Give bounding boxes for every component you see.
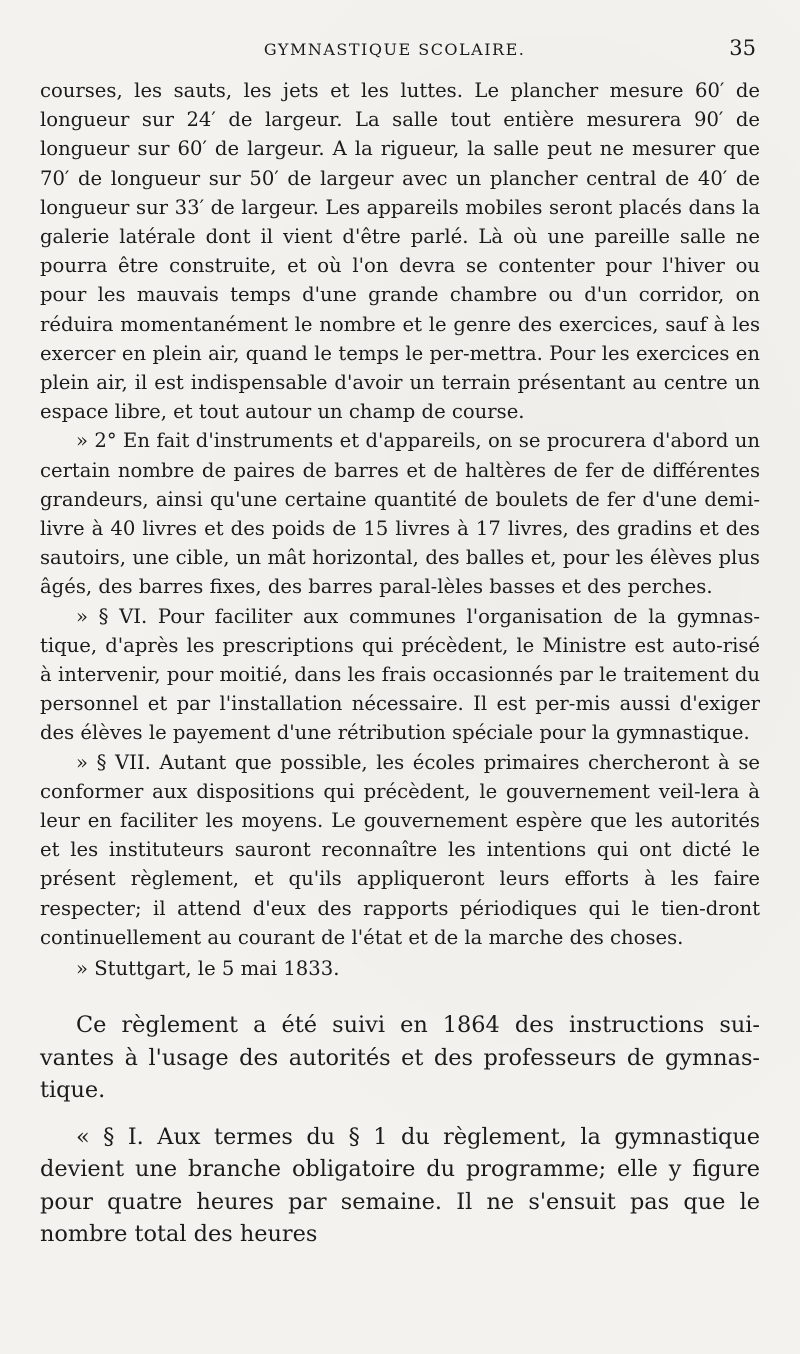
instructions-section-i: « § I. Aux termes du § 1 du règlement, la gymnastique devient une branche obligatoire du programme; elle y figure pour quatre heures par semaine. Il ne s'ensuit pas que le nombre total des heures (40, 1123, 760, 1248)
bleed-through-texture (120, 60, 770, 1294)
page-number: 35 (729, 36, 756, 60)
paragraph-section-vii: » § VII. Autant que possible, les écoles primaires chercheront à se conformer aux dispositions qui précèdent, le gouvernement veil-lera à leur en faciliter les moyens. Le gouvernement espère que les autorités et les instituteurs sauront reconnaître les intentions qui ont dicté le présent règlement, et qu'ils appliqueront leurs efforts à les faire respecter; il attend d'eux des rapports périodiques qui le tien-dront continuellement au courant de l'état et de la marche des choses. (40, 750, 760, 949)
dateline: » Stuttgart, le 5 mai 1833. (76, 957, 340, 981)
paragraph-continued: courses, les sauts, les jets et les luttes. Le plancher mesure 60′ de longueur sur 24′ de largeur. La salle tout entière mesurera 90′ de longueur sur 60′ de largeur. A la rigueur, la salle peut ne mesurer que 70′ de longueur sur 50′ de largeur avec un plancher central de 40′ de longueur sur 33′ de largeur. Les appareils mobiles seront placés dans la galerie latérale dont il vient d'être parlé. Là où une pareille salle ne pourra être construite, et où l'on devra se contenter pour l'hiver ou pour les mauvais temps d'une grande chambre ou d'un corridor, on réduira momentanément le nombre et le genre des exercices, sauf à les exercer en plein air, quand le temps le per-mettra. Pour les exercices en plein air, il est indispensable d'avoir un terrain présentant au centre un espace libre, et tout autour un champ de course. (40, 79, 760, 424)
commentary-intro: Ce règlement a été suivi en 1864 des instructions sui-vantes à l'usage des autorités et des professeurs de gymnas-tique. (40, 1012, 760, 1104)
running-title: GYMNASTIQUE SCOLAIRE. (263, 40, 526, 59)
paragraph-section-vi: » § VI. Pour faciliter aux communes l'organisation de la gymnas-tique, d'après les prescriptions qui précèdent, le Ministre est auto-risé à intervenir, pour moitié, dans les frais occasionnés par le traitement du personnel et par l'installation nécessaire. Il est per-mis aussi d'exiger des élèves le payement d'une rétribution spéciale pour la gymnastique. (40, 604, 760, 745)
paragraph-instruments: » 2° En fait d'instruments et d'appareils, on se procurera d'abord un certain nombre de paires de barres et de haltères de fer de différentes grandeurs, ainsi qu'une certaine quantité de boulets de fer d'une demi-livre à 40 livres et des poids de 15 livres à 17 livres, des gradins et des sautoirs, une cible, un mât horizontal, des balles et, pour les élèves plus âgés, des barres fixes, des barres paral-lèles basses et des perches. (40, 429, 760, 599)
